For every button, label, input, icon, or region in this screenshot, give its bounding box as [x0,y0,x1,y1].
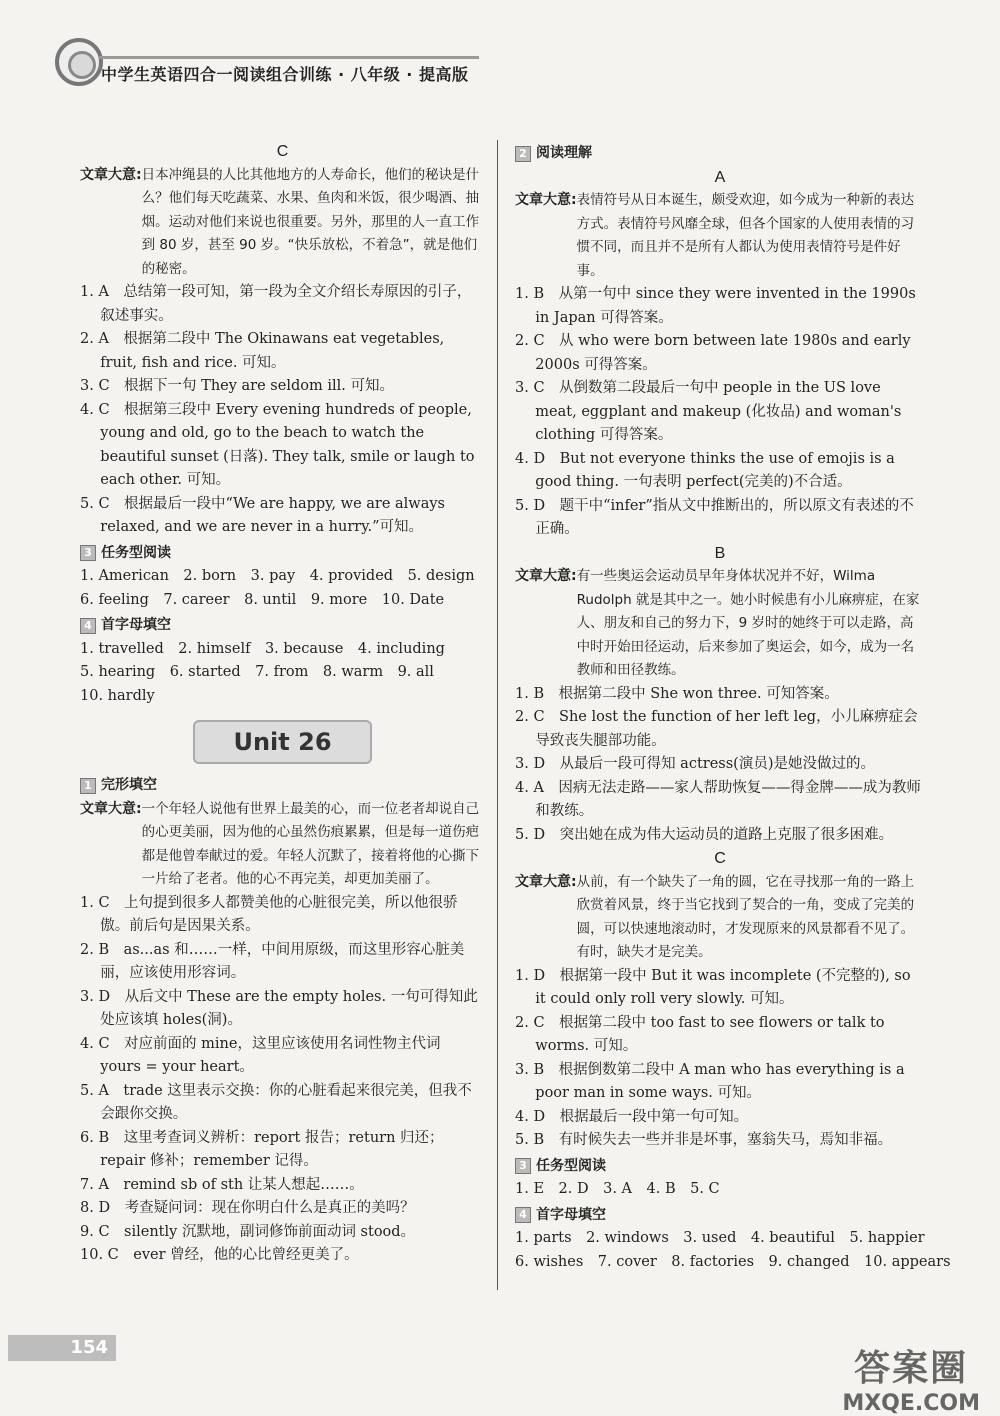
answer-list [80,892,485,1268]
section-number-badge: 1 [80,778,96,794]
answer-item: 5. B 有时候失去一些并非是坏事，塞翁失马，焉知非福。 [515,1132,893,1148]
section-heading [515,142,925,166]
answer-item: 1. D 根据第一段中 But it was incomplete (不完整的), so it could only roll very slowly. 可知。 [515,967,911,1007]
section-c-title: C [714,850,726,867]
section-b-title: B [714,544,726,562]
answer-item: 3. D 从后文中 These are the empty holes. 一句可得知此处应该填 holes(洞)。 [80,988,478,1028]
summary-text: 一个年轻人说他有世界上最美的心，而一位老者却说自己的心更美丽，因为他的心虽然伤痕累累，但是每一道伤疤都是他曾奉献过的爱。年轻人沉默了，接着将他的心撕下一片给了老者。他的心不再完美，却更加美丽了。 [141,800,480,887]
answer-item: 7. A remind sb of sth 让某人想起……。 [80,1176,364,1193]
section-number-badge: 3 [515,1158,531,1174]
answer-line: 1. E 2. D 3. A 4. B 5. C [515,1181,720,1197]
page-number: 154 [8,1335,116,1361]
answer-line: 10. hardly [80,687,155,704]
section-a-summary [515,189,925,283]
section-heading [80,774,485,798]
section-title: 完形填空 [101,777,157,793]
answer-item: 2. B as...as 和……一样，中间用原级，而这里形容心脏美丽，应该使用形容词。 [80,941,465,981]
summary-text: 表情符号从日本诞生，颇受欢迎，如今成为一种新的表达方式。表情符号风靡全球，但各个国家的人使用表情的习惯不同，而且并不是所有人都认为使用表情符号是件好事。 [576,192,915,279]
unit-summary [80,798,485,892]
answer-item: 1. C 上句提到很多人都赞美他的心脏很完美，所以他很骄傲。前后句是因果关系。 [80,894,458,934]
answer-item: 4. A 因病无法走路——家人帮助恢复——得金牌——成为教师和教练。 [515,779,921,819]
section-c-title: C [276,143,289,160]
summary-label: 文章大意: [80,800,142,817]
answer-item: 10. C ever 曾经，他的心比曾经更美了。 [80,1247,359,1263]
answer-item: 5. D 突出她在成为伟大运动员的道路上克服了很多困难。 [515,826,894,843]
section-title: 首字母填空 [536,1206,606,1223]
section-heading [80,542,485,566]
answer-item: 4. D 根据最后一段中第一句可知。 [515,1108,749,1125]
section-number-badge: 4 [515,1207,531,1223]
section-title: 首字母填空 [101,617,171,633]
answer-line: 6. feeling 7. career 8. until 9. more 10. Date [80,591,445,608]
answer-item: 4. D But not everyone thinks the use of emojis is a good thing. 一句表明 perfect(完美的)不合适。 [515,450,895,490]
watermark-text: 答案圈 [854,1348,969,1389]
answer-list [515,965,925,1153]
answer-line: 1. parts 2. windows 3. used 4. beautiful 5. happier [515,1230,925,1246]
section-heading [515,1204,925,1228]
summary-label: 文章大意: [515,873,577,890]
section-b-summary [515,565,925,683]
answer-item: 2. C She lost the function of her left leg，小儿麻痹症会导致丧失腿部功能。 [515,709,918,749]
answer-item: 5. A trade 这里表示交换：你的心脏看起来很完美，但我不会跟你交换。 [80,1082,472,1122]
answer-item: 1. A 总结第一段可知，第一段为全文介绍长寿原因的引子，叙述事实。 [80,284,472,324]
section-number-badge: 3 [80,545,96,561]
answer-line: 1. travelled 2. himself 3. because 4. including [80,640,445,657]
section-c-summary [515,871,925,965]
left-column [80,140,485,1268]
summary-text: 从前，有一个缺失了一角的圆，它在寻找那一角的一路上欣赏着风景，终于当它找到了契合的一角，变成了完美的圆，可以快速地滚动时，才发现原来的风景都看不见了。有时，缺失才是完美。 [576,873,915,960]
answer-item: 3. B 根据倒数第二段中 A man who has everything is a poor man in some ways. 可知。 [515,1061,905,1101]
section-number-badge: 2 [515,146,531,162]
answer-list [80,281,485,540]
book-logo-icon [55,38,103,86]
summary-text: 日本冲绳县的人比其他地方的人寿命长，他们的秘诀是什么？他们每天吃蔬菜、水果、鱼肉和米饭，很少喝酒、抽烟。运动对他们来说也很重要。另外，那里的人一直工作到 80 岁，甚至 90 岁。“快乐放松，不着急”，就是他们的秘密。 [141,166,480,277]
answer-item: 8. D 考查疑问词：现在你明白什么是真正的美吗？ [80,1200,415,1216]
answer-item: 5. D 题干中“infer”指从文中推断出的，所以原文有表述的不正确。 [515,497,914,537]
answer-item: 2. A 根据第二段中 The Okinawans eat vegetables, fruit, fish and rice. 可知。 [80,331,445,371]
answer-item: 4. C 对应前面的 mine，这里应该使用名词性物主代词 yours = your heart。 [80,1035,441,1075]
answer-line: 5. hearing 6. started 7. from 8. warm 9. all [80,664,434,680]
watermark-url: MXQE.COM [842,1391,980,1416]
header-rule [99,56,479,59]
section-title: 任务型阅读 [101,544,171,561]
answer-list [515,283,925,542]
answer-list [515,683,925,848]
answer-item: 2. C 根据第二段中 too fast to see flowers or talk to worms. 可知。 [515,1014,885,1054]
section-a-title: A [714,168,726,186]
summary-label: 文章大意: [515,568,577,584]
summary-text: 有一些奥运会运动员早年身体状况并不好，Wilma Rudolph 就是其中之一。她小时候患有小儿麻痹症，在家人、朋友和自己的努力下，9 岁时的她终于可以走路，高中时开始田径运动，后来参加了奥运会，如今，成为一名教师和田径教练。 [576,568,920,678]
section-heading [80,614,485,638]
answer-line: 1. American 2. born 3. pay 4. provided 5. design [80,568,475,584]
watermark-logo [842,1340,980,1416]
section-title: 阅读理解 [536,145,592,161]
column-divider [497,140,498,1290]
answer-item: 5. C 根据最后一段中“We are happy, we are always relaxed, and we are never in a hurry.”可知。 [80,495,445,535]
answer-line: 6. wishes 7. cover 8. factories 9. changed 10. appears [515,1253,951,1270]
answer-item: 1. B 从第一句中 since they were invented in the 1990s in Japan 可得答案。 [515,286,916,326]
answer-item: 3. C 根据下一句 They are seldom ill. 可知。 [80,378,394,394]
answer-item: 9. C silently 沉默地，副词修饰前面动词 stood。 [80,1223,416,1240]
summary-label: 文章大意: [80,166,142,183]
section-number-badge: 4 [80,618,96,634]
section-c-summary [80,164,485,282]
page-header [55,38,475,93]
answer-item: 3. C 从倒数第二段最后一句中 people in the US love meat, eggplant and makeup (化妆品) and woman's clothing 可得答案。 [515,380,902,443]
right-column [515,140,951,1274]
answer-item: 6. B 这里考查词义辨析：report 报告；return 归还；repair 修补；remember 记得。 [80,1129,444,1169]
answer-item: 4. C 根据第三段中 Every evening hundreds of people, young and old, go to the beach to watch the beautiful sunset (日落). They talk, smile or laugh to each other. 可知。 [80,401,475,488]
section-title: 任务型阅读 [536,1157,606,1174]
unit-banner: Unit 26 [193,720,372,764]
book-title: 中学生英语四合一阅读组合训练 · 八年级 · 提高版 [101,65,469,84]
section-heading [515,1155,925,1179]
answer-item: 3. D 从最后一段可得知 actress(演员)是她没做过的。 [515,756,875,772]
answer-item: 1. B 根据第二段中 She won three. 可知答案。 [515,685,839,702]
answer-item: 2. C 从 who were born between late 1980s and early 2000s 可得答案。 [515,333,911,373]
summary-label: 文章大意: [515,192,577,208]
